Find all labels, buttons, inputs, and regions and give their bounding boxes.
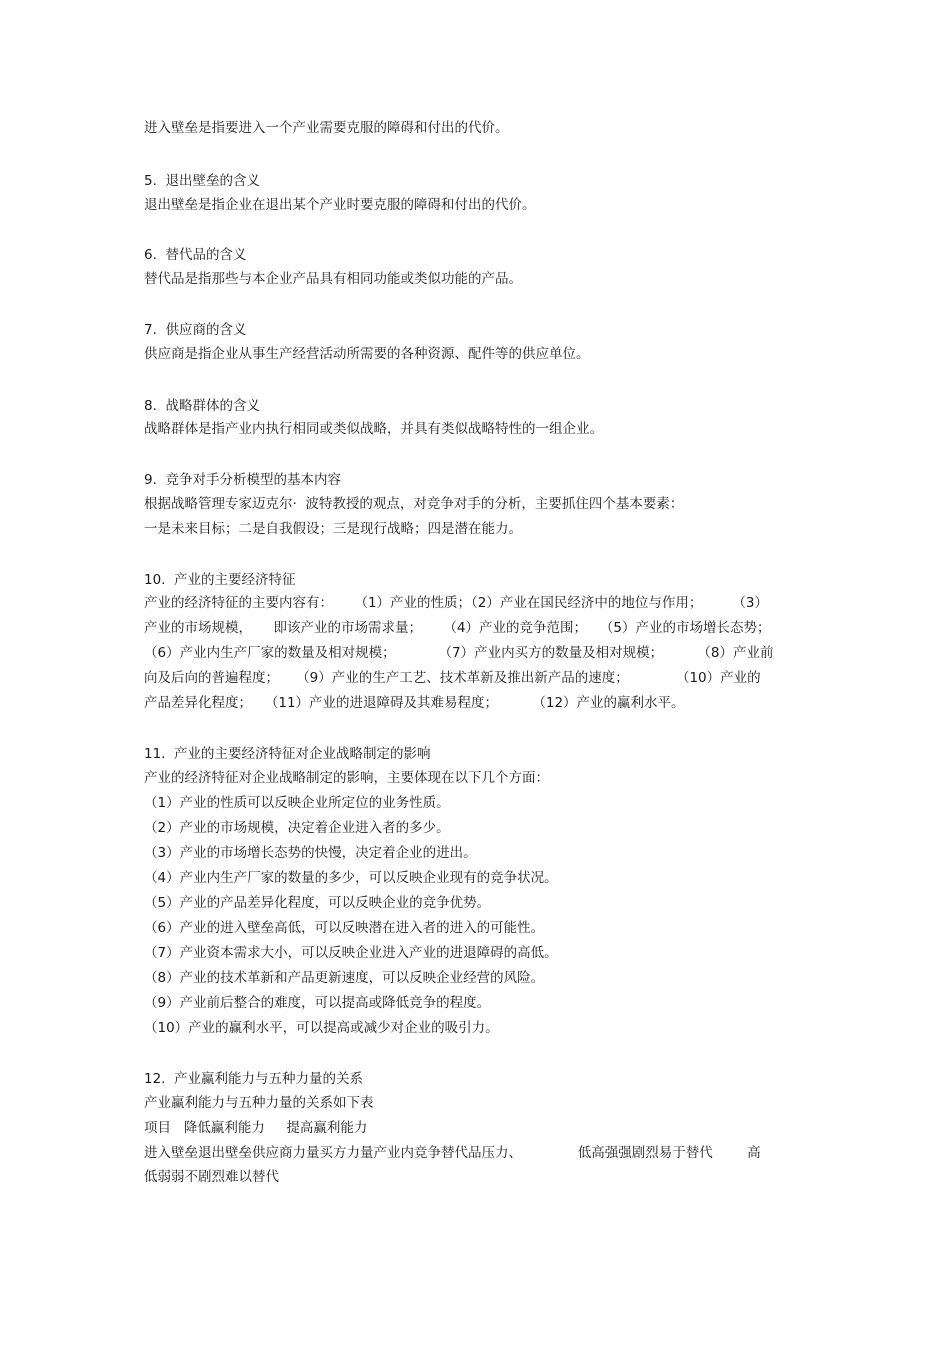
text-line: 一是未来目标；二是自我假设；三是现行战略；四是潜在能力。 <box>144 521 522 537</box>
table-row-line: 低弱弱不剧烈难以替代 <box>144 1169 279 1185</box>
text-line: （6）产业内生产厂家的数量及相对规模； （7）产业内买方的数量及相对规模； （8）产业前 <box>144 645 774 661</box>
section-heading: 10. 产业的主要经济特征 <box>144 572 296 588</box>
section-heading: 6. 替代品的含义 <box>144 247 247 263</box>
text-line: 战略群体是指产业内执行相同或类似战略，并具有类似战略特性的一组企业。 <box>144 421 603 437</box>
section-heading: 9. 竞争对手分析模型的基本内容 <box>144 472 341 488</box>
list-item: （8）产业的技术革新和产品更新速度，可以反映企业经营的风险。 <box>144 970 545 986</box>
text-line: 退出壁垒是指企业在退出某个产业时要克服的障碍和付出的代价。 <box>144 197 536 213</box>
text-line: 产业赢利能力与五种力量的关系如下表 <box>144 1095 374 1111</box>
text-line: 产业的经济特征的主要内容有： （1）产业的性质；（2）产业在国民经济中的地位与作用； （3） <box>144 595 769 611</box>
section-heading: 12. 产业赢利能力与五种力量的关系 <box>144 1071 364 1087</box>
text-line: 产品差异化程度； （11）产业的进退障碍及其难易程度； （12）产业的赢利水平。 <box>144 695 685 711</box>
section-heading: 11. 产业的主要经济特征对企业战略制定的影响 <box>144 746 431 762</box>
list-item: （5）产业的产品差异化程度，可以反映企业的竞争优势。 <box>144 895 491 911</box>
text-line: 根据战略管理专家迈克尔· 波特教授的观点，对竞争对手的分析，主要抓住四个基本要素： <box>144 496 684 512</box>
list-item: （6）产业的进入壁垒高低，可以反映潜在进入者的进入的可能性。 <box>144 920 545 936</box>
section-heading: 8. 战略群体的含义 <box>144 398 260 414</box>
text-line: 供应商是指企业从事生产经营活动所需要的各种资源、配件等的供应单位。 <box>144 346 590 362</box>
text-line: 向及后向的普遍程度； （9）产业的生产工艺、技术革新及推出新产品的速度； （10）产业的 <box>144 670 761 686</box>
text-line: 进入壁垒是指要进入一个产业需要克服的障碍和付出的代价。 <box>144 120 509 136</box>
section-heading: 5. 退出壁垒的含义 <box>144 173 260 189</box>
list-item: （4）产业内生产厂家的数量的多少，可以反映企业现有的竞争状况。 <box>144 870 558 886</box>
section-heading: 7. 供应商的含义 <box>144 322 247 338</box>
text-line: 产业的经济特征对企业战略制定的影响，主要体现在以下几个方面： <box>144 770 549 786</box>
text-line: 替代品是指那些与本企业产品具有相同功能或类似功能的产品。 <box>144 271 522 287</box>
text-line: 产业的市场规模， 即该产业的市场需求量； （4）产业的竞争范围； （5）产业的市场增长态势； <box>144 620 771 636</box>
list-item: （3）产业的市场增长态势的快慢，决定着企业的进出。 <box>144 845 477 861</box>
table-row-line: 进入壁垒退出壁垒供应商力量买方力量产业内竞争替代品压力、 低高强强剧烈易于替代 高 <box>144 1145 761 1161</box>
list-item: （10）产业的赢利水平，可以提高或减少对企业的吸引力。 <box>144 1020 499 1036</box>
list-item: （2）产业的市场规模，决定着企业进入者的多少。 <box>144 820 450 836</box>
list-item: （1）产业的性质可以反映企业所定位的业务性质。 <box>144 795 450 811</box>
list-item: （9）产业前后整合的难度，可以提高或降低竞争的程度。 <box>144 995 491 1011</box>
list-item: （7）产业资本需求大小，可以反映企业进入产业的进退障碍的高低。 <box>144 945 558 961</box>
table-header-line: 项目 降低赢利能力 提高赢利能力 <box>144 1120 368 1136</box>
